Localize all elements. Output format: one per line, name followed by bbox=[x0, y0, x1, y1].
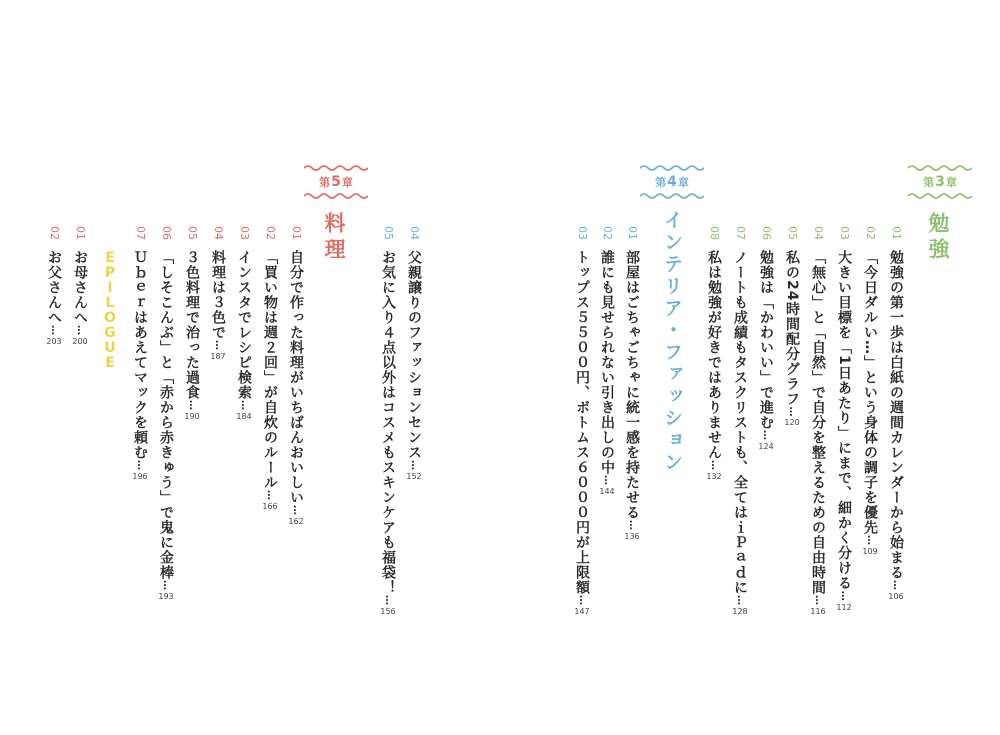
toc-entry[interactable]: 06勉強は「かわいい」で進む…124 bbox=[758, 226, 774, 451]
toc-entry[interactable]: 01部屋はごちゃごちゃに統一感を持たせる…136 bbox=[624, 226, 640, 541]
chapter-4-title: インテリア・ファッション bbox=[661, 210, 683, 474]
toc-entry[interactable]: 05私の24時間配分グラフ…120 bbox=[784, 226, 800, 428]
toc-entry[interactable]: 04父親譲りのファッションセンス…152 bbox=[406, 226, 422, 481]
toc-entry[interactable]: 05３色料理で治った過食…190 bbox=[184, 226, 200, 421]
toc-entry[interactable]: 06「しそこんぶ」と「赤から赤きゅう」で鬼に金棒…193 bbox=[158, 226, 174, 601]
toc-entry[interactable]: 01勉強の第一歩は白紙の週間カレンダーから始まる…106 bbox=[888, 226, 904, 601]
toc-entry[interactable]: 01自分で作った料理がいちばんおいしい…162 bbox=[288, 226, 304, 526]
chapter-3-label: 第3章 bbox=[923, 174, 957, 190]
chapter-5-header bbox=[304, 164, 368, 200]
toc-entry[interactable]: 05お気に入り４点以外はコスメもスキンケアも福袋！…156 bbox=[380, 226, 396, 616]
chapter-4-header bbox=[640, 164, 704, 200]
wave-ornament-bottom bbox=[304, 192, 368, 200]
toc-entry[interactable]: 01お母さんへ…200 bbox=[72, 226, 88, 346]
toc-entry[interactable]: 03大きい目標を「1日あたり」にまで、細かく分ける…112 bbox=[836, 226, 852, 612]
toc-entry[interactable]: 04料理は３色で…187 bbox=[210, 226, 226, 361]
wave-ornament-bottom bbox=[640, 192, 704, 200]
toc-entry[interactable]: 02誰にも見せられない引き出しの中…144 bbox=[599, 226, 615, 496]
epilogue-title: EPILOGUE bbox=[102, 250, 118, 370]
toc-entry[interactable]: 03インスタでレシピ検索…184 bbox=[236, 226, 252, 421]
wave-ornament-bottom bbox=[908, 192, 972, 200]
toc-entry[interactable]: 02お父さんへ…203 bbox=[46, 226, 62, 346]
chapter-3-header bbox=[908, 164, 972, 200]
wave-ornament-top bbox=[908, 164, 972, 172]
chapter-3-title: 勉強 bbox=[926, 212, 950, 264]
chapter-4-label: 第4章 bbox=[655, 174, 689, 190]
toc-entry[interactable]: 07ノートも成績もタスクリストも、全てはｉＰａｄに…128 bbox=[732, 226, 748, 616]
wave-ornament-top bbox=[640, 164, 704, 172]
wave-ornament-top bbox=[304, 164, 368, 172]
chapter-5-title: 料理 bbox=[322, 212, 346, 264]
toc-entry[interactable]: 02「今日ダルい…」という身体の調子を優先…109 bbox=[862, 226, 878, 556]
toc-entry[interactable]: 07Ｕｂｅｒはあえてマックを頼む…196 bbox=[132, 226, 148, 481]
toc-entry[interactable]: 03トップス５５００円、ボトムス６０００円が上限額…147 bbox=[574, 226, 590, 616]
chapter-5-label: 第5章 bbox=[319, 174, 353, 190]
toc-entry[interactable]: 08私は勉強が好きではありません…132 bbox=[706, 226, 722, 481]
toc-entry[interactable]: 02「買い物は週２回」が自炊のルール…166 bbox=[262, 226, 278, 511]
toc-entry[interactable]: 04「無心」と「自然」で自分を整えるための自由時間…116 bbox=[810, 226, 826, 616]
